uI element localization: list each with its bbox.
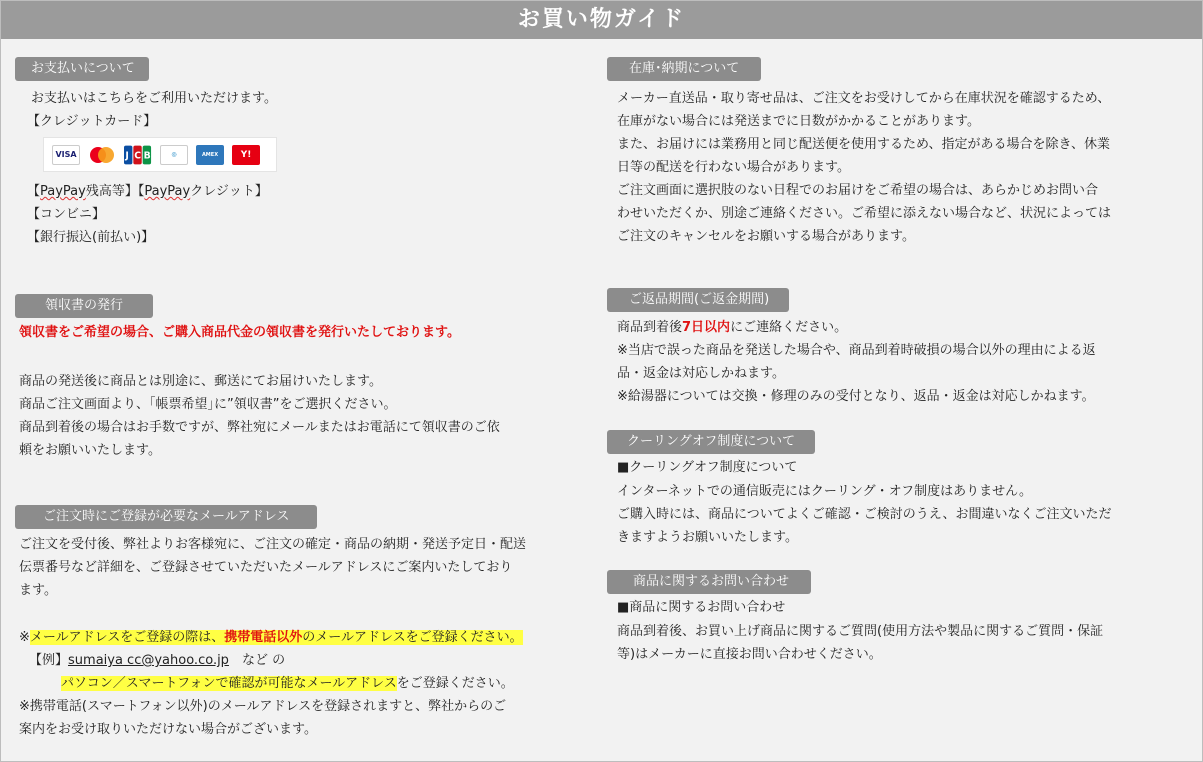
visa-icon: VISA xyxy=(52,145,80,165)
paypay-balance: PayPay xyxy=(40,184,86,199)
receipt-notice: 領収書をご希望の場合、ご購入商品代金の領収書を発行いたしております。 xyxy=(19,325,460,340)
receipt-line-3: 商品到着後の場合はお手数ですが、弊社宛にメールまたはお電話にて領収書のご依 xyxy=(19,420,500,435)
email-line-1: ご注文を受付後、弊社よりお客様宛に、ご注文の確定・商品の納期・発送予定日・配送 xyxy=(19,537,527,552)
stock-line-7: ご注文のキャンセルをお願いする場合があります。 xyxy=(617,229,915,244)
cooling-line-4: きますようお願いいたします。 xyxy=(617,530,798,545)
cooling-line-1: ■クーリングオフ制度について xyxy=(617,460,798,475)
returns-line-1: 商品到着後7日以内にご連絡ください。 xyxy=(617,320,848,335)
jcb-icon xyxy=(124,145,152,165)
email-pc-note: パソコン／スマートフォンで確認が可能なメールアドレスをご登録ください。 xyxy=(61,676,514,691)
stock-line-6: わせいただくか、別途ご連絡ください。ご希望に添えない場合など、状況によっては xyxy=(617,206,1112,221)
stock-line-3: また、お届けには業務用と同じ配送便を使用するため、指定がある場合を除き、休業 xyxy=(617,137,1110,152)
stock-line-1: メーカー直送品・取り寄せ品は、ご注文をお受けしてから在庫状況を確認するため、 xyxy=(617,91,1111,106)
receipt-line-1: 商品の発送後に商品とは別途に、郵送にてお届けいたします。 xyxy=(19,374,382,389)
mastercard-icon xyxy=(88,145,116,165)
payment-header: お支払いについて xyxy=(15,57,149,81)
email-warning: ※メールアドレスをご登録の際は、携帯電話以外のメールアドレスをご登録ください。 xyxy=(19,630,523,645)
returns-line-2: ※当店で誤った商品を発送した場合や、商品到着時破損の場合以外の理由による返 xyxy=(617,343,1096,358)
email-line-3: ます。 xyxy=(19,583,57,598)
stock-line-4: 日等の配送を行わない場合があります。 xyxy=(617,160,850,175)
inquiry-header: 商品に関するお問い合わせ xyxy=(607,570,811,594)
receipt-line-2: 商品ご注文画面より、｢帳票希望｣に”領収書”をご選択ください。 xyxy=(19,397,397,412)
american-express-icon: AMEX xyxy=(196,145,224,165)
bank-transfer-label: 【銀行振込(前払い)】 xyxy=(27,230,155,245)
paypay-credit: PayPay xyxy=(144,184,191,199)
email-line-2: 伝票番号など詳細を、ご登録させていただいたメールアドレスにご案内いたしており xyxy=(19,560,513,575)
stock-line-5: ご注文画面に選択肢のない日程でのお届けをご希望の場合は、あらかじめお問い合 xyxy=(617,183,1099,198)
diners-club-icon: ◎ xyxy=(160,145,188,165)
stock-line-2: 在庫がない場合には発送までに日数がかかることがあります。 xyxy=(617,114,980,129)
paypay-options: 【PayPay残高等】【PayPayクレジット】 xyxy=(27,184,268,199)
inquiry-line-1: ■商品に関するお問い合わせ xyxy=(617,600,786,615)
receipt-line-4: 頼をお願いいたします。 xyxy=(19,443,161,458)
example-email-link[interactable]: sumaiya cc@yahoo.co.jp xyxy=(68,653,229,668)
email-note-2: 案内をお受け取りいただけない場合がございます。 xyxy=(19,722,317,737)
convenience-store-label: 【コンビニ】 xyxy=(27,207,106,222)
cooling-line-2: インターネットでの通信販売にはクーリング・オフ制度はありません。 xyxy=(617,484,1032,499)
returns-header: ご返品期間(ご返金期間) xyxy=(607,288,789,312)
receipt-header: 領収書の発行 xyxy=(15,294,153,318)
card-logos xyxy=(43,137,277,172)
email-header: ご注文時にご登録が必要なメールアドレス xyxy=(15,505,317,529)
payment-intro: お支払いはこちらをご利用いただけます。 xyxy=(31,91,277,106)
stock-header: 在庫･納期について xyxy=(607,57,761,81)
returns-line-4: ※給湯器については交換・修理のみの受付となり、返品・返金は対応しかねます。 xyxy=(617,389,1095,404)
svg-text:C: C xyxy=(134,150,142,162)
email-note-1: ※携帯電話(スマートフォン以外)のメールアドレスを登録されますと、弊社からのご xyxy=(19,699,507,714)
svg-text:B: B xyxy=(143,150,151,162)
inquiry-line-2: 商品到着後、お買い上げ商品に関するご質問(使用方法や製品に関するご質問・保証 xyxy=(617,624,1104,639)
credit-card-label: 【クレジットカード】 xyxy=(27,114,157,129)
returns-line-3: 品・返金は対応しかねます。 xyxy=(617,366,785,381)
cooling-line-3: ご購入時には、商品についてよくご確認・ご検討のうえ、お間違いなくご注文いただ xyxy=(617,507,1112,522)
cooling-off-header: クーリングオフ制度について xyxy=(607,430,815,454)
yahoo-card-icon: Y! xyxy=(232,145,260,165)
page-title: お買い物ガイド xyxy=(1,1,1202,39)
svg-text:J: J xyxy=(125,150,129,162)
inquiry-line-3: 等)はメーカーに直接お問い合わせください。 xyxy=(617,647,882,662)
email-example: 【例】sumaiya cc@yahoo.co.jp など の xyxy=(29,653,286,668)
